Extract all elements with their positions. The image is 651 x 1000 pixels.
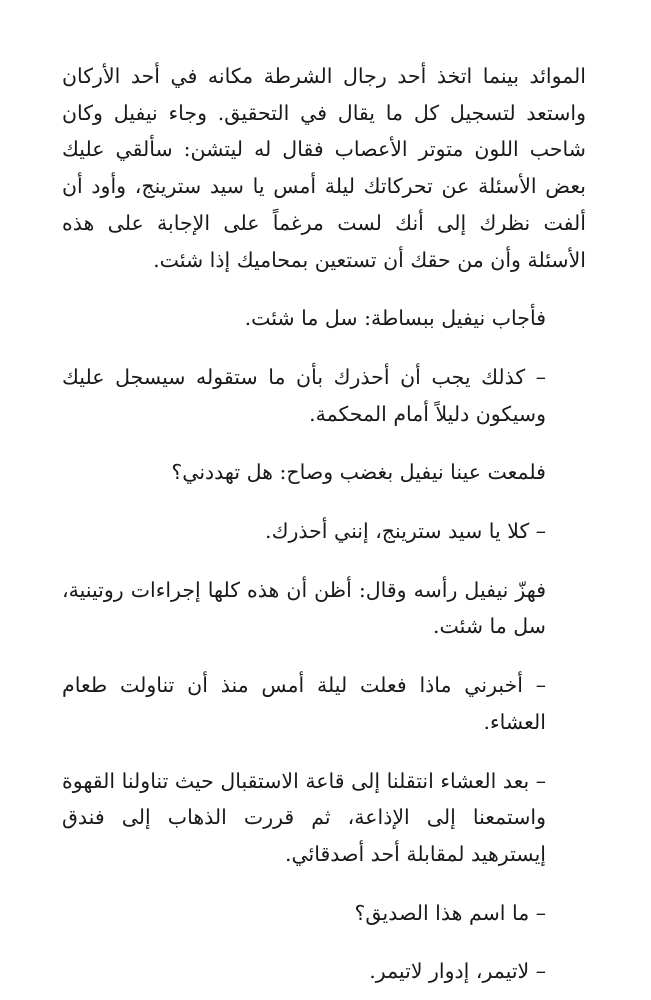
paragraph-9: – ما اسم هذا الصديق؟ bbox=[354, 900, 546, 925]
body-text bbox=[62, 58, 586, 1000]
paragraph-1: الموائد بينما اتخذ أحد رجال الشرطة مكانه في أحد الأركان واستعد لتسجيل كل ما يقال في التحقيق. وجاء نيفيل وكان شاحب اللون متوتر الأعصاب فقال له ليتشن: سألقي عليك بعض الأسئلة عن تحركاتك ليلة أمس يا سيد سترينج، وأود أن ألفت نظرك إلى أنك لست مرغماً على الإجابة على هذه الأسئلة وأن من حقك أن تستعين بمحاميك إذا شئت. bbox=[62, 64, 586, 272]
paragraph-5: – كلا يا سيد سترينج، إنني أحذرك. bbox=[265, 519, 546, 544]
paragraph-10: – لاتيمر، إدوار لاتيمر. bbox=[369, 959, 546, 984]
paragraph-4: فلمعت عينا نيفيل بغضب وصاح: هل تهددني؟ bbox=[171, 460, 546, 485]
paragraph-3: – كذلك يجب أن أحذرك بأن ما ستقوله سيسجل عليك وسيكون دليلاً أمام المحكمة. bbox=[62, 364, 546, 426]
paragraph-7: – أخبرني ماذا فعلت ليلة أمس منذ أن تناولت طعام العشاء. bbox=[62, 673, 546, 734]
paragraph-2: فأجاب نيفيل ببساطة: سل ما شئت. bbox=[244, 306, 546, 331]
paragraph-6: فهزّ نيفيل رأسه وقال: أظن أن هذه كلها إجراءات روتينية، سل ما شئت. bbox=[62, 577, 546, 639]
paragraph-8: – بعد العشاء انتقلنا إلى قاعة الاستقبال حيث تناولنا القهوة واستمعنا إلى الإذاعة، ثم قررت الذهاب إلى فندق إيسترهيد لمقابلة أحد أصدقائي. bbox=[62, 768, 546, 866]
